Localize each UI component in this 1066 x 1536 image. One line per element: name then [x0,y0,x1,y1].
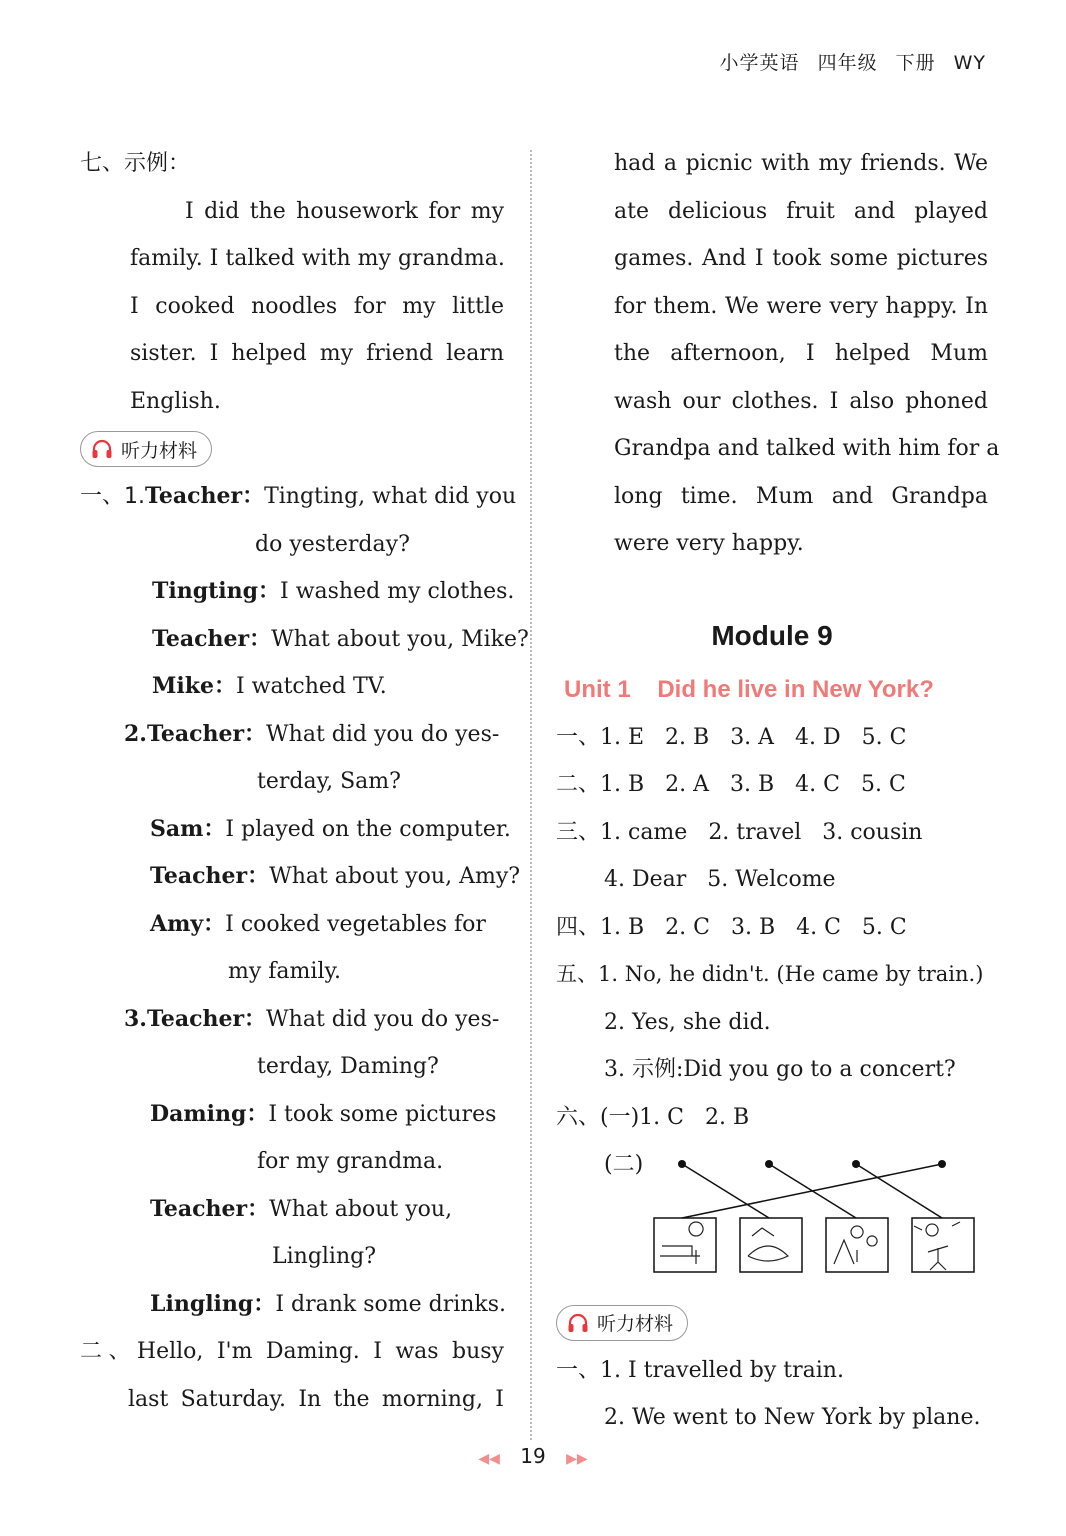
speech-cont: terday, Sam? [257,769,401,794]
right-column [556,140,1000,1442]
q7-line: I did the housework for my [185,198,504,224]
passage-line: for them. We were very happy. In [614,293,988,319]
answer-row-6 [556,1094,988,1142]
answer: 3. A [730,724,775,750]
matching-figure [652,1156,992,1278]
next-arrows-icon: ▶▶ [566,1451,588,1467]
answer: 3. B [730,914,776,940]
answer: 5. C [861,724,907,750]
module-title: Module 9 [711,619,833,651]
picture-sketches [660,1222,960,1270]
answer: 5. C [860,772,906,797]
speaker: Teacher： [145,483,265,509]
speech-cont: do yesterday? [255,531,410,557]
answer: 4. C [796,914,841,940]
speech: I played on the computer. [225,816,511,842]
passage-line: ate delicious fruit and played [614,198,988,224]
headphone-icon [91,439,113,459]
answer: 1. E [600,724,645,750]
prev-arrows-icon: ◀◀ [478,1451,500,1467]
speech: I washed my clothes. [280,579,515,604]
speech: I cooked vegetables for [225,911,486,937]
headphone-icon [567,1313,589,1333]
answer: 4. C [795,772,840,797]
passage-line: had a picnic with my friends. We [614,151,988,176]
speaker: Daming： [150,1100,269,1127]
answer-row-2 [556,761,988,809]
passage-line: Grandpa and talked with him for a [614,436,1000,461]
dialog-line [152,616,529,664]
unit-title: Unit 1 Did he live in New York? [564,675,934,703]
column-divider [530,150,532,1440]
item-number: 三、 [556,819,601,845]
answer-row-3b [604,856,988,904]
listening-text: 1. I travelled by train. [600,1357,844,1383]
answer: 3. cousin [822,819,923,845]
answer-row-3 [556,809,988,857]
item-number: 二、 [80,1339,137,1364]
dialog-line [150,901,510,949]
answer: 2. travel [708,819,802,845]
answer: (一)1. C 2. B [600,1104,750,1130]
speaker: Mike： [152,673,236,699]
item-number: 一、1. [80,484,145,509]
speech-cont: for my grandma. [257,1149,444,1174]
item-number: 五、 [556,962,598,986]
volume: 下册 [895,52,936,74]
speech: What about you, [269,1196,453,1222]
listening-label: 听力材料 [121,439,198,462]
speaker: Sam： [150,815,226,842]
dialog-line [150,1186,510,1234]
page-number-bar [0,1444,1066,1468]
listening-item: 2. We went to New York by plane. [604,1405,981,1430]
speech: Tingting, what did you [264,484,517,509]
dialog-1-line [80,473,517,521]
subject: 小学英语 [719,52,800,74]
dialog-line [152,568,515,616]
answer: 4. D [795,724,841,750]
dialog-line [150,1091,510,1139]
answer: 2. C [665,914,710,940]
speaker: Teacher： [150,1195,270,1222]
answer: 5. Welcome [707,867,836,892]
speech-cont: Lingling? [272,1244,377,1269]
speaker: Tingting： [152,578,281,604]
item-number: 2. [124,720,147,747]
speaker: Teacher： [146,1005,267,1032]
passage-text: Hello, I'm Daming. I was busy [136,1339,504,1364]
speech: What about you, Mike? [271,626,529,652]
left-column [80,140,529,1423]
passage-line: the afternoon, I helped Mum [614,341,988,366]
answer: 2. A [665,772,710,797]
passage-line [80,1328,504,1376]
item-number: 3. [124,1005,147,1032]
speech: What did you do yes- [266,1006,500,1032]
answer: 1. B [600,772,645,797]
answer: 5. C [861,914,907,940]
dialog-3-line [124,996,510,1044]
match-dots [678,1160,946,1168]
answer: 2. B [665,724,710,750]
q7-line: I cooked noodles for my little [130,293,504,319]
answer-row-5b: 2. Yes, she did. [604,1009,771,1035]
passage-line: long time. Mum and Grandpa [614,483,988,509]
dialog-line [150,806,510,854]
speech: What about you, Amy? [269,864,521,889]
speech-cont: terday, Daming? [257,1054,439,1079]
speech: I drank some drinks. [275,1291,507,1317]
answer: 4. Dear [604,867,687,892]
item-number: 二、 [556,772,601,797]
item-number: 一、 [556,1357,601,1383]
dialog-line [150,1281,510,1329]
speaker: Teacher： [146,720,267,747]
speaker: Teacher： [150,863,270,889]
listening-label: 听力材料 [597,1313,674,1335]
speech: What did you do yes- [266,721,500,747]
match-lines [682,1164,942,1218]
speech-cont: my family. [228,959,341,984]
answer: 1. came [600,819,688,845]
dialog-line [152,663,510,711]
q7-line: family. I talked with my grandma. [130,246,505,271]
answer-row-5 [556,951,988,999]
grade: 四年级 [817,52,878,74]
listening-item [556,1347,988,1395]
answer: 3. B [730,772,775,797]
listening-badge [80,431,212,467]
speech: I watched TV. [235,674,387,699]
passage-line: were very happy. [614,531,804,556]
page-number: 19 [520,1444,546,1468]
speaker: Teacher： [152,625,272,652]
q7-line: English. [130,388,221,414]
passage-line: games. And I took some pictures [614,246,988,271]
listening-badge [556,1305,688,1341]
answer-row-5c: 3. 示例:Did you go to a concert? [604,1057,956,1082]
item-number: 四、 [556,914,601,940]
passage-line: wash our clothes. I also phoned [614,388,988,414]
answer: 1. No, he didn't. (He came by train.) [598,962,984,986]
speaker: Lingling： [150,1290,276,1317]
page-header [702,48,986,75]
answer-row-1 [556,714,988,762]
dialog-line [150,853,521,901]
dialog-2-line [124,711,510,759]
speech: I took some pictures [268,1101,497,1127]
edition: WY [953,52,986,74]
answer-row-4 [556,904,988,952]
answer: 1. B [600,914,645,940]
item-number: 六、 [556,1104,601,1130]
speaker: Amy： [150,910,226,937]
answer-row-6b: (二) [604,1152,644,1177]
q7-line: sister. I helped my friend learn [130,341,504,366]
item-number: 一、 [556,724,601,750]
q7-label: 七、示例： [80,151,191,176]
passage-line: last Saturday. In the morning, I [128,1386,504,1412]
